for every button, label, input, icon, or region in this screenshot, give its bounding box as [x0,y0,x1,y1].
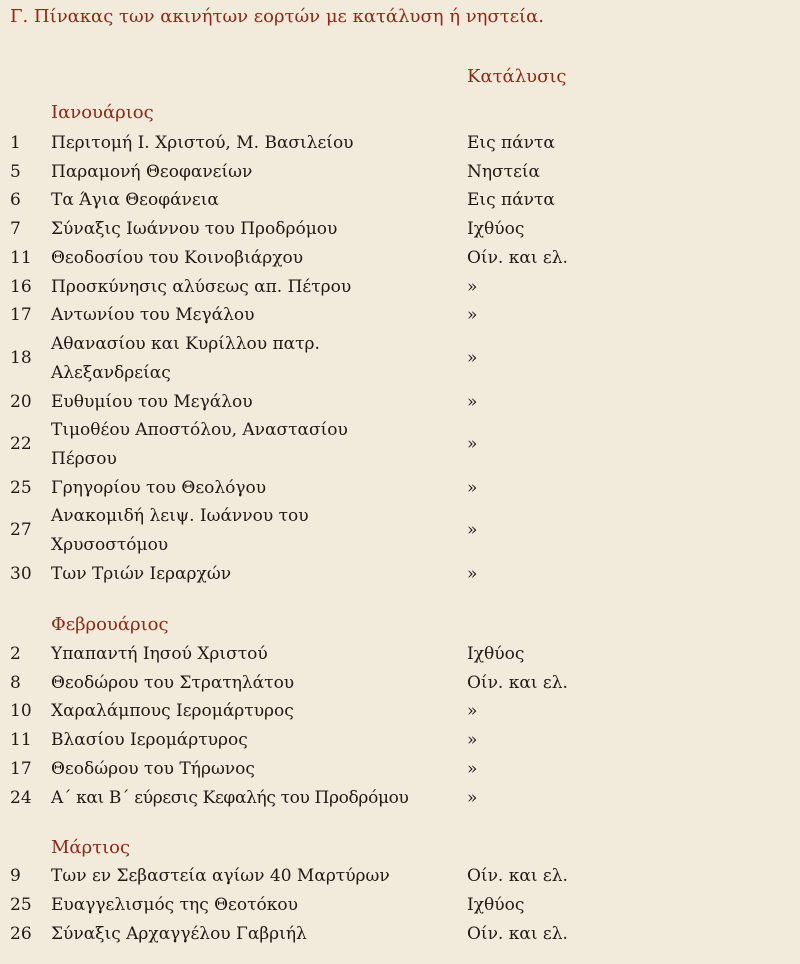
row-day: 25 [10,478,32,498]
row-day: 20 [10,392,32,412]
row-katalysis: » [467,788,478,808]
row-katalysis: » [467,348,478,368]
row-day: 25 [10,895,32,915]
row-katalysis: Οίν. και ελ. [467,924,568,944]
row-feast: Παραμονή Θεοφανείων [51,162,253,182]
row-day: 17 [10,759,32,779]
row-katalysis: Νηστεία [467,162,541,182]
row-katalysis: » [467,277,478,297]
row-katalysis: » [467,730,478,750]
month-heading-january: Ιανουάριος [51,102,154,123]
row-feast: Τιμοθέου Αποστόλου, Αναστασίου Πέρσου [51,420,348,469]
row-day: 6 [10,190,21,210]
row-feast: Περιτομή Ι. Χριστού, Μ. Βασιλείου [51,133,354,153]
row-feast: Ανακομιδή λειψ. Ιωάννου του Χρυσοστόμου [51,506,309,555]
row-day: 9 [10,866,21,886]
row-katalysis: Εις πάντα [467,133,555,153]
row-day: 10 [10,701,32,721]
row-feast: Των Τριών Ιεραρχών [51,564,232,584]
row-katalysis: Οίν. και ελ. [467,866,568,886]
row-feast: Ευθυμίου του Μεγάλου [51,392,253,412]
row-day: 7 [10,219,21,239]
row-day: 22 [10,434,32,454]
row-feast: Αθανασίου και Κυρίλλου πατρ. Αλεξανδρείας [51,334,320,383]
row-day: 1 [10,133,21,153]
row-day: 16 [10,277,32,297]
row-feast: Αντωνίου του Μεγάλου [51,305,255,325]
row-katalysis: Οίν. και ελ. [467,673,568,693]
row-feast: Υπαπαντή Ιησού Χριστού [51,644,268,664]
row-katalysis: » [467,305,478,325]
row-feast: Θεοδώρου του Στρατηλάτου [51,673,295,693]
row-feast: Βλασίου Ιερομάρτυρος [51,730,248,750]
row-feast: Τα Άγια Θεοφάνεια [51,190,219,210]
row-day: 11 [10,248,32,268]
row-katalysis: Εις πάντα [467,190,555,210]
row-katalysis: Ιχθύος [467,219,525,239]
row-day: 18 [10,348,32,368]
row-day: 17 [10,305,32,325]
row-feast: Σύναξις Αρχαγγέλου Γαβριήλ [51,924,307,944]
row-feast: Θεοδοσίου του Κοινοβιάρχου [51,248,304,268]
row-day: 24 [10,788,32,808]
row-katalysis: » [467,564,478,584]
row-day: 30 [10,564,32,584]
row-day: 2 [10,644,21,664]
row-katalysis: Ιχθύος [467,895,525,915]
row-day: 5 [10,162,21,182]
row-katalysis: Ιχθύος [467,644,525,664]
row-feast: Θεοδώρου του Τήρωνος [51,759,255,779]
row-katalysis: » [467,434,478,454]
month-heading-february: Φεβρουάριος [51,614,169,635]
row-day: 8 [10,673,21,693]
month-heading-march: Μάρτιος [51,837,131,858]
row-day: 11 [10,730,32,750]
row-day: 26 [10,924,32,944]
row-feast: Σύναξις Ιωάννου του Προδρόμου [51,219,338,239]
column-header-katalysis: Κατάλυσις [467,66,567,87]
row-katalysis: » [467,520,478,540]
row-katalysis: Οίν. και ελ. [467,248,568,268]
row-feast: Προσκύνησις αλύσεως απ. Πέτρου [51,277,352,297]
row-katalysis: » [467,478,478,498]
row-feast: Α΄ και Β΄ εύρεσις Κεφαλής του Προδρόμου [51,788,409,808]
row-katalysis: » [467,759,478,779]
row-feast: Των εν Σεβαστεία αγίων 40 Μαρτύρων [51,866,390,886]
row-feast: Χαραλάμπους Ιερομάρτυρος [51,701,294,721]
row-katalysis: » [467,701,478,721]
row-feast: Ευαγγελισμός της Θεοτόκου [51,895,298,915]
row-katalysis: » [467,392,478,412]
row-day: 27 [10,520,32,540]
row-feast: Γρηγορίου του Θεολόγου [51,478,267,498]
page-title: Γ. Πίνακας των ακινήτων εορτών με κατάλυση ή νηστεία. [10,6,544,27]
